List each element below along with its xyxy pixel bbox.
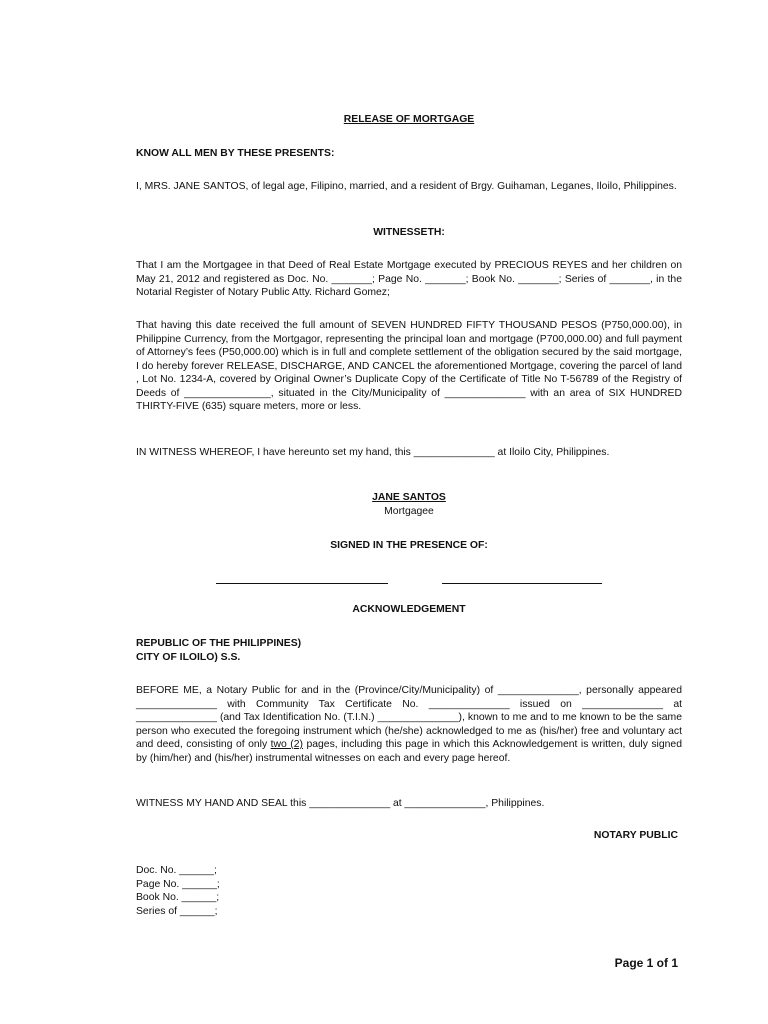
in-witness-paragraph: IN WITNESS WHEREOF, I have hereunto set my hand, this ______________ at Iloilo City, Philippines.	[136, 447, 610, 458]
notary-public-label: NOTARY PUBLIC	[593, 830, 678, 841]
notarial-register-block	[136, 864, 682, 918]
acknowledgement-body-part-1: BEFORE ME, a Notary Public for and in the (Province/City/Municipality) of ______________, personally appeared ______________ with Community Tax Certificate No. ______________ issued on ______________ at ______________ (and Tax Identification No. (T.I.N.) ______________), known to me and to me known to be the same person who executed the foregoing instrument which (he/she) acknowledged to me as (his/her) free and voluntary act and deed, consisting of only	[136, 685, 682, 750]
venue-block	[136, 637, 682, 664]
witness-hand-seal-line: WITNESS MY HAND AND SEAL this ______________ at ______________, Philippines.	[136, 798, 545, 809]
acknowledgement-body	[136, 684, 682, 765]
party-intro-paragraph: I, MRS. JANE SANTOS, of legal age, Filipino, married, and a resident of Brgy. Guihaman, Leganes, Iloilo, Philippines.	[136, 181, 677, 192]
series-of-line: Series of ______;	[136, 905, 218, 917]
witness-signature-line-2	[442, 583, 602, 584]
page-no-line: Page No. ______;	[136, 878, 220, 890]
venue-line-1: REPUBLIC OF THE PHILIPPINES)	[136, 638, 302, 649]
opening-statement: KNOW ALL MEN BY THESE PRESENTS:	[136, 148, 335, 159]
venue-line-2: CITY OF ILOILO) S.S.	[136, 651, 241, 663]
deed-reference-paragraph: That I am the Mortgagee in that Deed of Real Estate Mortgage executed by PRECIOUS REYES and her children on May 21, 2012 and registered as Doc. No. _______; Page No. _______; Book No. _______; Series of _______, in the Notarial Register of Notary Public Atty. Richard Gomez;	[136, 260, 682, 298]
signatory-name: JANE SANTOS	[372, 492, 446, 503]
document-title: RELEASE OF MORTGAGE	[343, 114, 475, 125]
witness-signature-line-1	[216, 583, 388, 584]
acknowledgement-body-part-2: pages, including this page in which this Acknowledgement is written, duly signed by (him/her) and (his/her) instrumental witnesses on each and every page hereof.	[136, 739, 682, 764]
acknowledgement-heading: ACKNOWLEDGEMENT	[352, 604, 466, 615]
release-paragraph: That having this date received the full amount of SEVEN HUNDRED FIFTY THOUSAND PESOS (P750,000.00), in Philippine Currency, from the Mortgagor, representing the principal loan and mortgage (P700,000.00) and full payment of Attorney’s fees (P50,000.00) which is in full and complete settlement of the obligation secured by the said mortgage, I do hereby forever RELEASE, DISCHARGE, AND CANCEL the aforementioned Mortgage, covering the parcel of land , Lot No. 1234-A, covered by Original Owner’s Duplicate Copy of the Certificate of Title No T-56789 of the Registry of Deeds of _______________, situated in the City/Municipality of ______________ with an area of SIX HUNDRED THIRTY-FIVE (635) square meters, more or less.	[136, 320, 682, 412]
page-indicator: Page 1 of 1	[614, 956, 678, 970]
signed-in-presence-heading: SIGNED IN THE PRESENCE OF:	[330, 540, 488, 551]
signatory-role: Mortgagee	[384, 506, 434, 517]
book-no-line: Book No. ______;	[136, 892, 220, 903]
witnesseth-heading: WITNESSETH:	[373, 227, 445, 238]
doc-no-line: Doc. No. ______;	[136, 865, 217, 876]
page-count-underlined: two (2)	[270, 739, 303, 750]
